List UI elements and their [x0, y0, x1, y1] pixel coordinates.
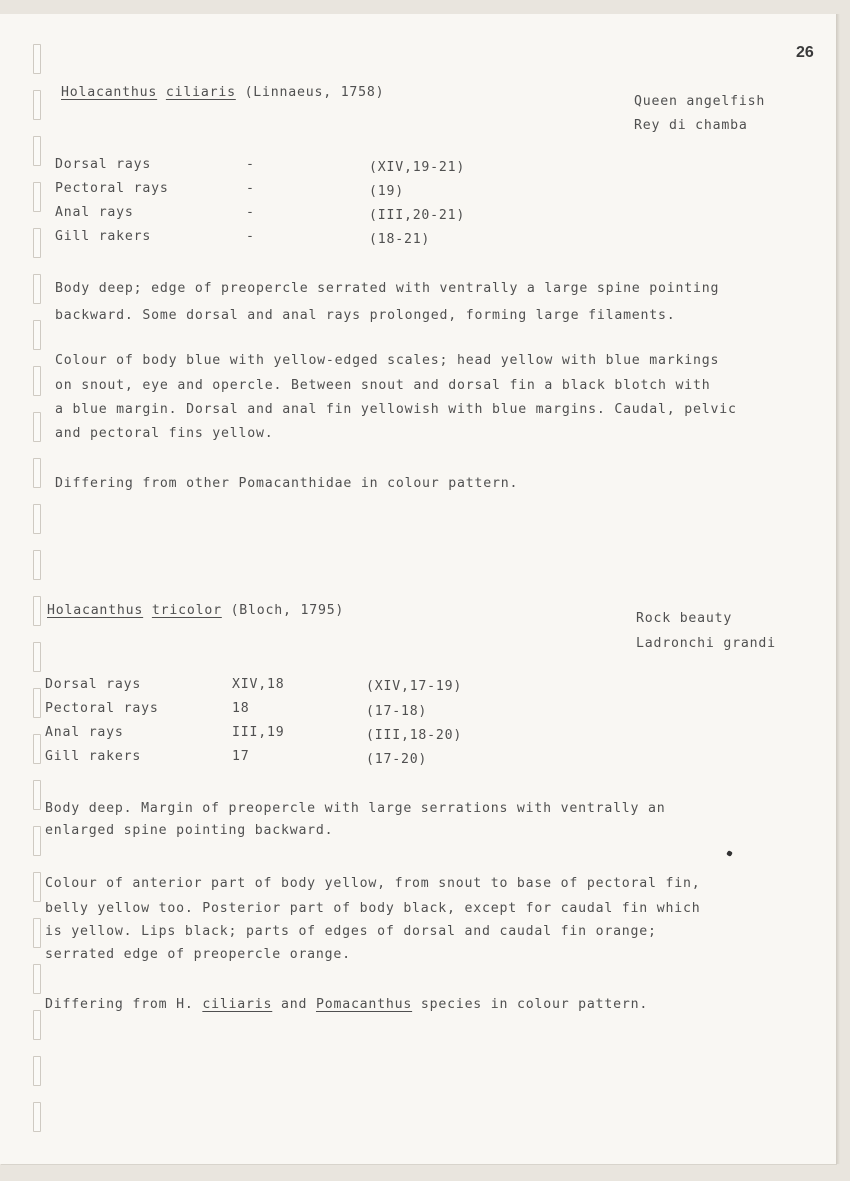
species-2-common-local: Ladronchi grandi — [636, 636, 776, 651]
meristic-value: - — [246, 229, 255, 244]
binding-hole — [33, 826, 41, 856]
species-1-colour-line: Colour of body blue with yellow-edged scales; head yellow with blue markings — [55, 353, 720, 368]
meristic-value: XIV,18 — [232, 677, 285, 692]
species-1-colour-line: on snout, eye and opercle. Between snout and dorsal fin a black blotch with — [55, 378, 711, 393]
meristic-label: Pectoral rays — [55, 181, 169, 196]
meristic-label: Dorsal rays — [55, 157, 152, 172]
binding-hole — [33, 136, 41, 166]
meristic-label: Gill rakers — [45, 749, 142, 764]
binding-hole — [33, 688, 41, 718]
species-1-colour-line: a blue margin. Dorsal and anal fin yellowish with blue margins. Caudal, pelvic — [55, 402, 737, 417]
species-1-epithet: ciliaris — [165, 85, 236, 100]
species-2-colour-line: is yellow. Lips black; parts of edges of dorsal and caudal fin orange; — [45, 924, 657, 939]
meristic-value: - — [246, 205, 255, 220]
binding-hole — [33, 228, 41, 258]
species-1-description-line: Body deep; edge of preopercle serrated with ventrally a large spine pointing — [55, 281, 720, 296]
page-edge-shadow — [836, 14, 840, 1164]
species-2-common-english: Rock beauty — [636, 611, 733, 626]
species-2-colour-line: serrated edge of preopercle orange. — [45, 947, 351, 962]
binding-hole — [33, 1056, 41, 1086]
species-2-authority: (Bloch, 1795) — [230, 603, 345, 618]
species-1-colour-line: and pectoral fins yellow. — [55, 426, 274, 441]
meristic-range: (17-18) — [366, 704, 428, 719]
species-1-authority: (Linnaeus, 1758) — [244, 85, 385, 100]
binding-hole — [33, 90, 41, 120]
species-2-description-line: enlarged spine pointing backward. — [45, 823, 334, 838]
differing-mid: and — [281, 997, 308, 1012]
meristic-range: (17-20) — [366, 752, 428, 767]
species-2-epithet: tricolor — [151, 603, 222, 618]
meristic-label: Dorsal rays — [45, 677, 142, 692]
species-2-colour-line: Colour of anterior part of body yellow, from snout to base of pectoral fin, — [45, 876, 701, 891]
differing-suffix: species in colour pattern. — [420, 997, 649, 1012]
binding-hole — [33, 182, 41, 212]
species-2-title — [47, 603, 344, 618]
meristic-label: Anal rays — [55, 205, 134, 220]
binding-hole — [33, 550, 41, 580]
species-1-genus: Holacanthus — [61, 85, 158, 100]
species-2-colour-line: belly yellow too. Posterior part of body black, except for caudal fin which — [45, 901, 701, 916]
species-1-common-english: Queen angelfish — [634, 94, 766, 109]
species-1-common-local: Rey di chamba — [634, 118, 748, 133]
binding-hole — [33, 918, 41, 948]
meristic-range: (19) — [369, 184, 404, 199]
binding-hole — [33, 1102, 41, 1132]
binding-hole — [33, 458, 41, 488]
species-1-differing: Differing from other Pomacanthidae in colour pattern. — [55, 476, 519, 491]
meristic-label: Anal rays — [45, 725, 124, 740]
species-1-description-line: backward. Some dorsal and anal rays prolonged, forming large filaments. — [55, 308, 676, 323]
meristic-range: (XIV,17-19) — [366, 679, 463, 694]
binding-hole — [33, 780, 41, 810]
binding-hole — [33, 642, 41, 672]
meristic-range: (III,20-21) — [369, 208, 466, 223]
meristic-value: III,19 — [232, 725, 285, 740]
binding-hole — [33, 872, 41, 902]
meristic-value: - — [246, 181, 255, 196]
species-1-title — [61, 85, 384, 100]
differing-ref: ciliaris — [202, 997, 273, 1012]
binding-hole — [33, 44, 41, 74]
binding-hole — [33, 734, 41, 764]
binding-hole — [33, 274, 41, 304]
binding-hole — [33, 412, 41, 442]
differing-abbr: H. — [176, 997, 194, 1012]
meristic-label: Gill rakers — [55, 229, 152, 244]
species-2-genus: Holacanthus — [47, 603, 144, 618]
page-number: 26 — [796, 44, 814, 61]
species-2-description-line: Body deep. Margin of preopercle with large serrations with ventrally an — [45, 801, 666, 816]
binding-hole — [33, 504, 41, 534]
differing-genus: Pomacanthus — [315, 997, 413, 1012]
meristic-value: 18 — [232, 701, 250, 716]
meristic-value: 17 — [232, 749, 250, 764]
meristic-range: (XIV,19-21) — [369, 160, 466, 175]
binding-hole — [33, 366, 41, 396]
binding-hole — [33, 964, 41, 994]
meristic-range: (18-21) — [369, 232, 431, 247]
meristic-label: Pectoral rays — [45, 701, 159, 716]
binding-hole — [33, 1010, 41, 1040]
binding-hole — [33, 596, 41, 626]
meristic-range: (III,18-20) — [366, 728, 463, 743]
species-2-differing — [45, 997, 648, 1012]
differing-prefix: Differing from — [45, 997, 168, 1012]
binding-hole — [33, 320, 41, 350]
meristic-value: - — [246, 157, 255, 172]
